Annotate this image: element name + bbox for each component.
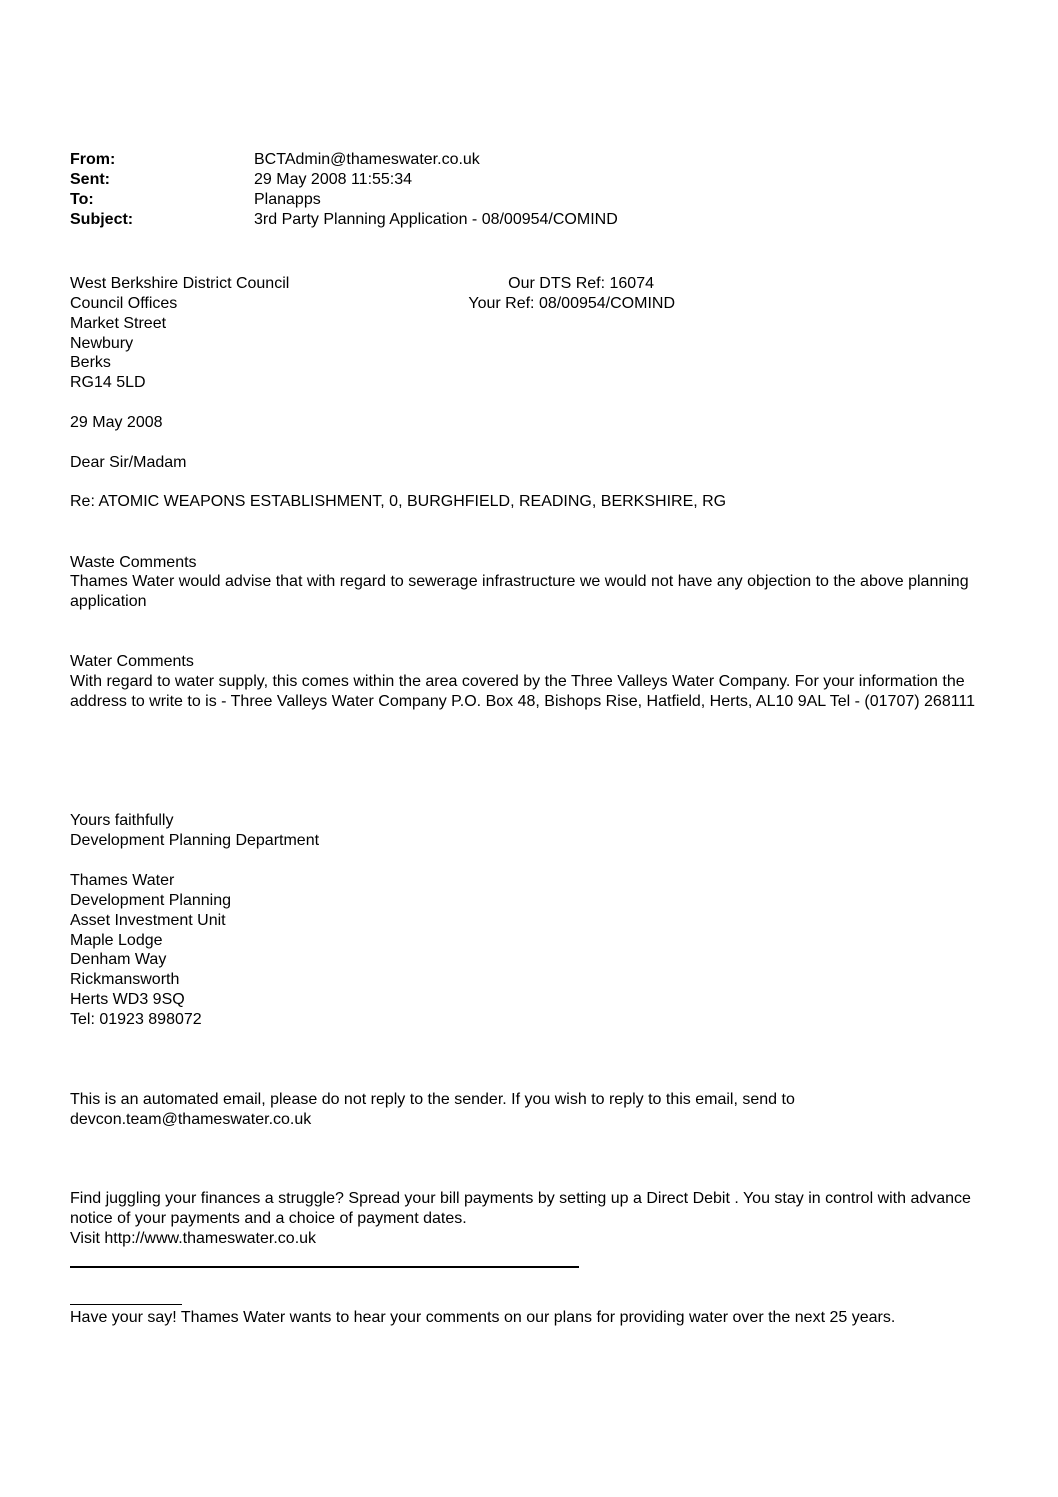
- footer-note: Have your say! Thames Water wants to hear your comments on our plans for providing water over the next 25 years.: [70, 1309, 896, 1326]
- divider: [70, 1266, 579, 1268]
- sender-address-line: Development Planning: [70, 892, 231, 909]
- to-label: To:: [70, 191, 94, 208]
- recipient-address-line: RG14 5LD: [70, 374, 146, 391]
- signoff-line: Yours faithfully: [70, 812, 174, 829]
- re-line: Re: ATOMIC WEAPONS ESTABLISHMENT, 0, BURGHFIELD, READING, BERKSHIRE, RG: [70, 493, 727, 510]
- to-value: Planapps: [254, 191, 321, 208]
- sender-address-line: Maple Lodge: [70, 932, 163, 949]
- waste-heading: Waste Comments: [70, 554, 197, 571]
- letter-date: 29 May 2008: [70, 414, 163, 431]
- recipient-address-line: Berks: [70, 354, 111, 371]
- divider: [70, 1304, 182, 1305]
- our-ref: Our DTS Ref: 16074: [508, 275, 654, 292]
- sender-address-line: Asset Investment Unit: [70, 912, 226, 929]
- water-heading: Water Comments: [70, 653, 194, 670]
- automated-notice: This is an automated email, please do not reply to the sender. If you wish to reply to this email, send to: [70, 1091, 795, 1108]
- salutation: Dear Sir/Madam: [70, 454, 187, 471]
- from-value: BCTAdmin@thameswater.co.uk: [254, 151, 480, 168]
- promo-visit-link[interactable]: Visit http://www.thameswater.co.uk: [70, 1230, 317, 1247]
- sent-label: Sent:: [70, 171, 110, 188]
- from-label: From:: [70, 151, 116, 168]
- sender-address-line: Denham Way: [70, 951, 167, 968]
- sender-address-line: Thames Water: [70, 872, 175, 889]
- sender-phone: Tel: 01923 898072: [70, 1011, 202, 1028]
- reply-email-link[interactable]: devcon.team@thameswater.co.uk: [70, 1111, 312, 1128]
- sender-address-line: Rickmansworth: [70, 971, 180, 988]
- recipient-address-line: Market Street: [70, 315, 167, 332]
- sent-value: 29 May 2008 11:55:34: [254, 171, 413, 188]
- recipient-address-line: West Berkshire District Council: [70, 275, 290, 292]
- subject-label: Subject:: [70, 211, 134, 228]
- water-body: With regard to water supply, this comes within the area covered by the Three Valleys Water Company. For your information the address to write to is - Three Valleys Water Company P.O. Box 48, Bishops Rise, Hatfield, Herts, AL10 9AL Tel - (01707) 268111: [70, 673, 976, 710]
- recipient-address-line: Newbury: [70, 335, 134, 352]
- recipient-address-line: Council Offices: [70, 295, 178, 312]
- sender-address-line: Herts WD3 9SQ: [70, 991, 185, 1008]
- subject-value: 3rd Party Planning Application - 08/00954/COMIND: [254, 211, 618, 228]
- your-ref: Your Ref: 08/00954/COMIND: [468, 295, 675, 312]
- promo-body: Find juggling your finances a struggle? Spread your bill payments by setting up a Direct Debit . You stay in control with advance notice of your payments and a choice of payment dates.: [70, 1190, 971, 1227]
- signoff-line: Development Planning Department: [70, 832, 320, 849]
- waste-body: Thames Water would advise that with regard to sewerage infrastructure we would not have any objection to the above planning application: [70, 573, 969, 610]
